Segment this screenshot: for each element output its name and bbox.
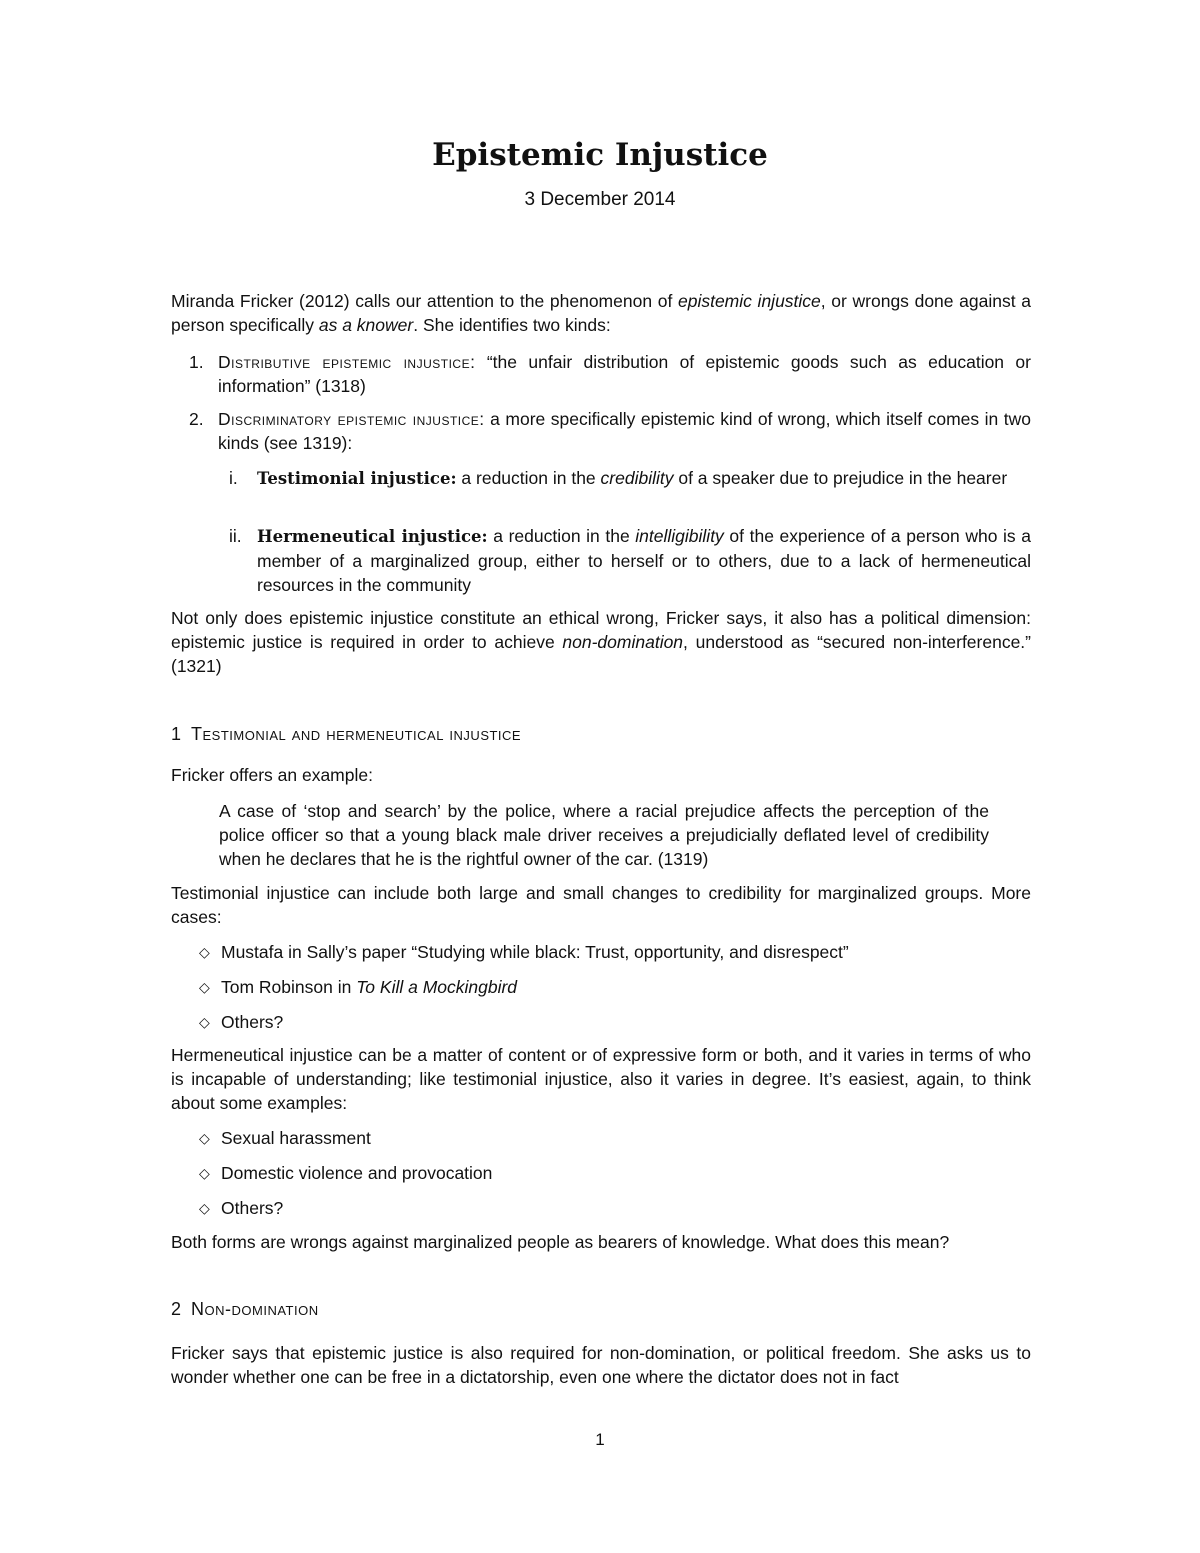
testimonial-paragraph: Testimonial injustice can include both large and small changes to credibility for marginalized groups. More cases: [171, 883, 1031, 927]
intro-text: . She identifies two kinds: [413, 315, 611, 335]
list-marker: ii. [229, 526, 242, 546]
list-item-label: Discriminatory epistemic injustice: [218, 409, 485, 429]
section-number: 2 [171, 1299, 182, 1319]
block-quote: A case of ‘stop and search’ by the police, where a racial prejudice affects the perception of the police officer so that a young black male driver receives a prejudicially deflated level of credibility when he declares that he is the rightful owner of the car. (1319) [219, 801, 989, 869]
list-item [171, 1196, 1031, 1220]
section-2-paragraph: Fricker says that epistemic justice is also required for non-domination, or political freedom. She asks us to wonder whether one can be free in a dictatorship, even one where the dictator does not in fact [171, 1343, 1031, 1387]
section-1-heading [171, 722, 1031, 746]
list-item [171, 1161, 1031, 1185]
testimonial-cases-list [171, 940, 1031, 1034]
list-item-text: Mustafa in Sally’s paper “Studying while black: Trust, opportunity, and disrespect” [221, 942, 849, 962]
intro-paragraph [171, 289, 1031, 337]
political-paragraph [171, 606, 1031, 678]
kinds-list [171, 407, 1031, 455]
paragraph-text: Not only does epistemic injustice constitute an ethical wrong, Fricker says, it also has a political dimension: epistemic justice is required in order to achieve [171, 608, 1031, 652]
document-title: Epistemic Injustice [432, 137, 768, 173]
intro-text: Miranda Fricker (2012) calls our attention to the phenomenon of [171, 291, 678, 311]
list-item-label: Hermeneutical injustice: [257, 527, 488, 546]
list-item-text: of the experience of a person who is a member of a marginalized group, either to herself or to others, due to a lack of hermeneutical resources in the community [257, 526, 1031, 595]
list-item-text: a reduction in the [456, 468, 601, 488]
list-marker: 1. [189, 352, 204, 372]
intro-emphasis: epistemic injustice [677, 291, 821, 311]
list-item-emphasis: intelligibility [635, 526, 724, 546]
section-number: 1 [171, 724, 182, 744]
list-item-text: “the unfair distribution of epistemic goods such as education or information” (1318) [218, 352, 1031, 396]
list-item [171, 1126, 1031, 1150]
list-item [171, 975, 1031, 999]
intro-text: , or wrongs done against a person specifically [171, 291, 1031, 335]
list-item-text: Domestic violence and provocation [221, 1163, 493, 1183]
paragraph-text: , understood as “secured non-interference.” (1321) [171, 632, 1031, 676]
list-item [171, 940, 1031, 964]
list-item-label: Distributive epistemic injustice: [218, 352, 476, 372]
closing-paragraph: Both forms are wrongs against marginalized people as bearers of knowledge. What does this mean? [171, 1232, 950, 1252]
list-item-text: Others? [221, 1198, 284, 1218]
list-item-text: Others? [221, 1012, 284, 1032]
document-date: 3 December 2014 [524, 189, 676, 210]
list-item-text: of a speaker due to prejudice in the hearer [673, 468, 1008, 488]
page-number: 1 [595, 1430, 605, 1449]
list-item [171, 524, 1031, 597]
diamond-bullet-icon: ◇ [199, 1014, 210, 1030]
hermeneutical-cases-list [171, 1126, 1031, 1220]
list-item-text: a reduction in the [487, 526, 636, 546]
paragraph-emphasis: non-domination [562, 632, 684, 652]
list-marker: 2. [189, 409, 204, 429]
section-2-heading [171, 1297, 1031, 1321]
example-intro: Fricker offers an example: [171, 765, 373, 785]
diamond-bullet-icon: ◇ [199, 1130, 210, 1146]
list-item [171, 407, 1031, 455]
list-item-text: Sexual harassment [221, 1128, 371, 1148]
list-item [171, 350, 1031, 398]
list-item-emphasis: credibility [600, 468, 674, 488]
subkinds-list [171, 524, 1031, 597]
diamond-bullet-icon: ◇ [199, 944, 210, 960]
intro-emphasis: as a knower [318, 315, 414, 335]
hermeneutical-paragraph: Hermeneutical injustice can be a matter of content or of expressive form or both, and it varies in terms of who is incapable of understanding; like testimonial injustice, also it varies in degree. It’s easiest, again, to think about some examples: [171, 1045, 1031, 1113]
list-marker: i. [229, 468, 238, 488]
section-title: Non-domination [191, 1299, 319, 1319]
subkinds-list [171, 466, 1031, 491]
list-item-text: Tom Robinson in [221, 977, 357, 997]
diamond-bullet-icon: ◇ [199, 979, 210, 995]
diamond-bullet-icon: ◇ [199, 1200, 210, 1216]
list-item [171, 1010, 1031, 1034]
list-item-text: a more specifically epistemic kind of wrong, which itself comes in two kinds (see 1319): [218, 409, 1031, 453]
list-item-emphasis: To Kill a Mockingbird [356, 977, 518, 997]
diamond-bullet-icon: ◇ [199, 1165, 210, 1181]
list-item [171, 466, 1031, 491]
list-item-label: Testimonial injustice: [257, 469, 457, 488]
section-title: Testimonial and hermeneutical injustice [191, 724, 522, 744]
kinds-list [171, 350, 1031, 398]
